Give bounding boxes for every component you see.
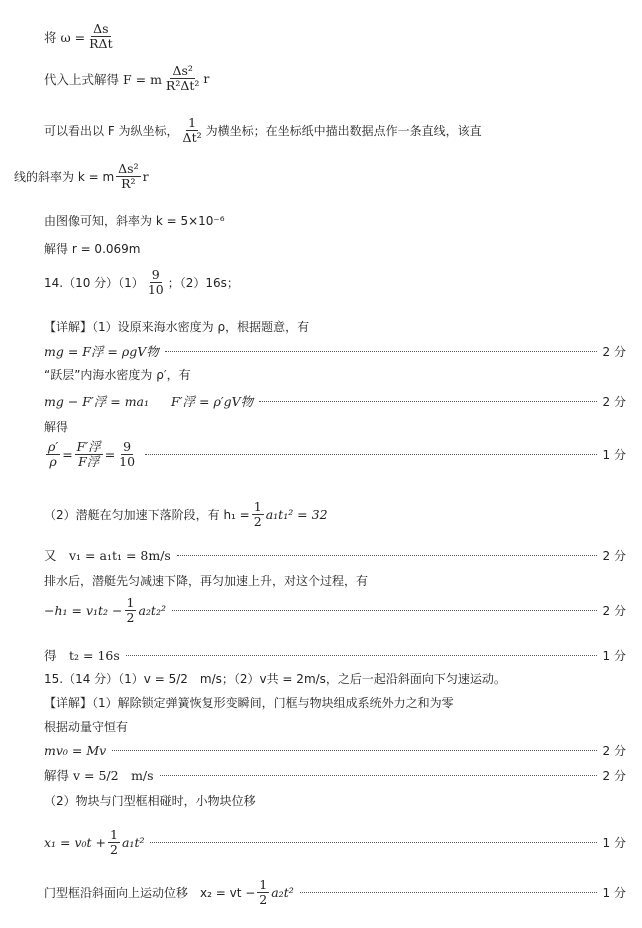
ratio-num-2: F′浮 bbox=[76, 439, 101, 454]
ratio-den-2: F浮 bbox=[78, 454, 100, 470]
score-label: 2 分 bbox=[602, 604, 626, 619]
dotted-leader bbox=[300, 892, 597, 893]
q14-suffix: ；（2）16s； bbox=[167, 276, 239, 291]
ratio-den-3: 10 bbox=[119, 454, 136, 470]
score-label: 1 分 bbox=[602, 886, 626, 901]
velocity-result bbox=[44, 766, 626, 784]
momentum-equation bbox=[44, 742, 626, 759]
dotted-leader bbox=[259, 401, 596, 402]
block-displacement-fraction bbox=[108, 828, 120, 858]
equation-buoyancy bbox=[44, 342, 626, 360]
omega-prefix: 将 ω = bbox=[44, 29, 86, 45]
q15-answer bbox=[44, 670, 626, 687]
radius-result bbox=[44, 240, 626, 257]
descent-num: 1 bbox=[253, 499, 262, 514]
score-label: 2 分 bbox=[602, 548, 626, 563]
axis-num: 1 bbox=[188, 115, 197, 130]
dotted-leader bbox=[112, 750, 596, 751]
ratio-fraction-3 bbox=[117, 440, 137, 470]
q15-detail-intro bbox=[44, 694, 626, 711]
radius-result-text: 解得 r = 0.069m bbox=[44, 242, 141, 256]
q15-answer-text: 15.（14 分）（1）v = 5/2 m/s；（2）v共 = 2m/s，之后一起沿斜面向下匀速运动。 bbox=[44, 672, 506, 686]
block-displacement-prefix: x₁ = v₀t + bbox=[44, 835, 107, 851]
ratio-den-1: ρ bbox=[49, 454, 57, 470]
equation-layer-formula: mg − F′浮 = ma₁ bbox=[44, 394, 150, 409]
momentum-intro-text: 根据动量守恒有 bbox=[44, 720, 129, 734]
force-prefix: 代入上式解得 F = m bbox=[44, 71, 162, 87]
score-label: 2 分 bbox=[602, 768, 626, 783]
displacement-fraction bbox=[125, 596, 137, 626]
slope-num: Δs² bbox=[118, 161, 139, 176]
q14-num: 9 bbox=[151, 267, 160, 282]
q15-detail-text: 【详解】（1）解除锁定弹簧恢复形变瞬间，门框与物块组成系统外力之和为零 bbox=[44, 696, 454, 710]
frame-displacement-suffix: a₂t² bbox=[271, 885, 294, 901]
time-result-formula: 得 t₂ = 16s bbox=[44, 648, 120, 663]
slope-value bbox=[44, 212, 626, 229]
omega-definition bbox=[44, 22, 626, 52]
frame-displacement-num: 1 bbox=[259, 877, 268, 892]
equation-layer-formula2: F′浮 = ρ′gV物 bbox=[171, 394, 254, 409]
frame-displacement-fraction bbox=[257, 878, 269, 908]
block-displacement-den: 2 bbox=[110, 842, 118, 858]
omega-den: RΔt bbox=[89, 36, 113, 52]
axis-suffix: 为横坐标；在坐标纸中描出数据点作一条直线，该直 bbox=[205, 124, 482, 139]
displacement-prefix: −h₁ = v₁t₂ − bbox=[44, 603, 123, 619]
slope-prefix: 线的斜率为 k = m bbox=[14, 170, 115, 185]
solve-label bbox=[44, 418, 626, 435]
score-label: 1 分 bbox=[602, 648, 626, 663]
q14-detail-text: 【详解】（1）设原来海水密度为 ρ，根据题意，有 bbox=[44, 320, 310, 334]
drain-process-intro bbox=[44, 572, 626, 589]
slope-expression bbox=[14, 162, 626, 192]
q14-prefix: 14.（10 分）（1） bbox=[44, 276, 144, 291]
dotted-leader bbox=[172, 610, 597, 611]
velocity-formula: 又 v₁ = a₁t₁ = 8m/s bbox=[44, 548, 171, 563]
collision-intro bbox=[44, 792, 626, 809]
block-displacement-suffix: a₁t² bbox=[121, 835, 145, 851]
descent-prefix: （2）潜艇在匀加速下落阶段，有 h₁ = bbox=[44, 508, 250, 523]
descent-stage bbox=[44, 500, 626, 530]
score-label: 2 分 bbox=[602, 394, 626, 409]
slope-den: R² bbox=[121, 176, 136, 192]
solve-label-text: 解得 bbox=[44, 420, 69, 434]
time-result bbox=[44, 646, 626, 664]
force-fraction bbox=[164, 64, 201, 94]
score-label: 2 分 bbox=[602, 744, 626, 758]
block-displacement-num: 1 bbox=[110, 827, 118, 842]
slope-suffix: r bbox=[142, 169, 149, 185]
q14-detail-intro bbox=[44, 318, 626, 335]
force-den: R²Δt² bbox=[165, 78, 200, 94]
omega-fraction bbox=[87, 22, 114, 52]
slope-fraction bbox=[116, 162, 140, 192]
score-label: 1 分 bbox=[602, 448, 626, 463]
axis-den: Δt² bbox=[182, 130, 202, 146]
q14-fraction bbox=[146, 268, 166, 298]
descent-suffix: a₁t₁² = 32 bbox=[265, 507, 328, 523]
displacement-num: 1 bbox=[126, 595, 135, 610]
velocity-equation bbox=[44, 546, 626, 564]
dotted-leader bbox=[150, 842, 596, 843]
dotted-leader bbox=[165, 351, 597, 352]
descent-den: 2 bbox=[253, 514, 262, 530]
momentum-intro bbox=[44, 718, 626, 735]
score-label: 2 分 bbox=[602, 344, 626, 359]
block-displacement bbox=[44, 828, 626, 858]
dotted-leader bbox=[177, 555, 597, 556]
dotted-leader bbox=[160, 775, 597, 776]
omega-num: Δs bbox=[93, 21, 109, 36]
frame-displacement-den: 2 bbox=[259, 892, 268, 908]
frame-displacement bbox=[44, 878, 626, 908]
force-num: Δs² bbox=[172, 63, 193, 78]
slope-value-text: 由图像可知，斜率为 k = 5×10⁻⁶ bbox=[44, 214, 225, 228]
axis-prefix: 可以看出以 F 为纵坐标， bbox=[44, 124, 179, 139]
ratio-num-3: 9 bbox=[123, 439, 132, 454]
ratio-fraction-2 bbox=[75, 440, 103, 470]
equation-layer bbox=[44, 392, 626, 410]
dotted-leader bbox=[145, 454, 596, 455]
force-suffix: r bbox=[203, 71, 210, 87]
frame-displacement-prefix: 门型框沿斜面向上运动位移 x₂ = vt − bbox=[44, 886, 256, 901]
score-label: 1 分 bbox=[602, 836, 626, 851]
q14-den: 10 bbox=[147, 282, 164, 298]
displacement-suffix: a₂t₂² bbox=[138, 603, 166, 619]
displacement-den: 2 bbox=[126, 610, 135, 626]
ratio-num-1: ρ′ bbox=[48, 439, 59, 454]
axis-fraction bbox=[181, 116, 204, 146]
drain-process-text: 排水后，潜艇先匀减速下降，再匀加速上升，对这个过程，有 bbox=[44, 574, 369, 588]
layer-density-text: “跃层”内海水密度为 ρ′，有 bbox=[44, 368, 191, 382]
displacement-equation bbox=[44, 596, 626, 626]
q14-answer bbox=[44, 268, 626, 298]
velocity-result-formula: 解得 v = 5/2 m/s bbox=[44, 768, 154, 783]
ratio-fraction-1 bbox=[46, 440, 60, 470]
collision-intro-text: （2）物块与门型框相碰时，小物块位移 bbox=[44, 794, 256, 808]
layer-density-intro bbox=[44, 366, 626, 383]
equation-buoyancy-formula: mg = F浮 = ρgV物 bbox=[44, 344, 159, 359]
axis-explanation bbox=[44, 116, 626, 146]
descent-fraction bbox=[252, 500, 264, 530]
force-substitution bbox=[44, 64, 626, 94]
dotted-leader bbox=[126, 655, 597, 656]
density-ratio: $\frac{\rho'}{\rho}$ = $\frac{\text{F′浮}}{\text{F浮}}$ = $\frac{9}{10}$ 1 分 bbox=[48, 439, 626, 470]
momentum-formula: mv₀ = Mv bbox=[44, 743, 107, 758]
